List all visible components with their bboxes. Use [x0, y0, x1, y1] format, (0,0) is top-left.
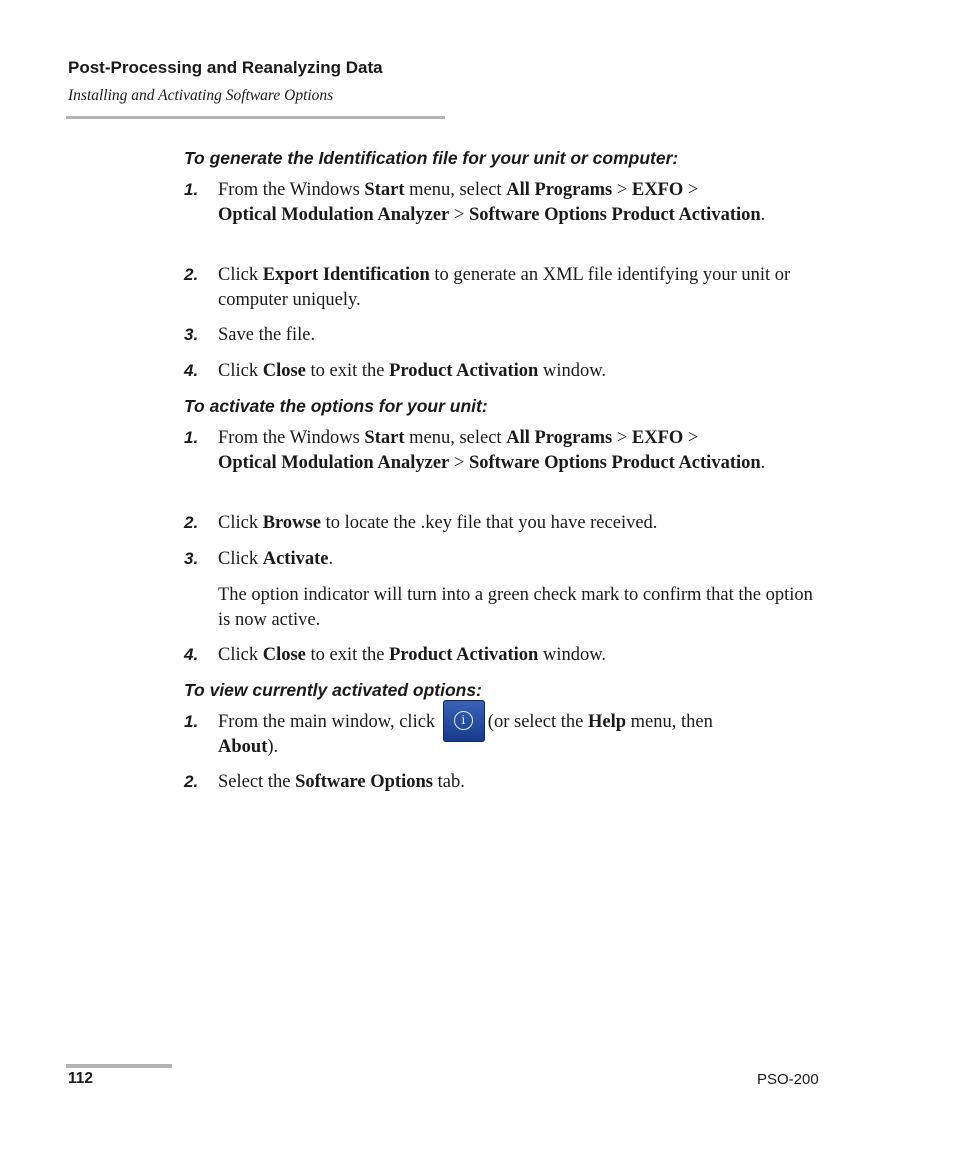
step-2-activate: 2. Click Browse to locate the .key file that you have received. [184, 511, 824, 536]
step-number: 2. [184, 265, 199, 284]
step-number: 2. [184, 513, 199, 532]
step-3-activate: 3. Click Activate. [184, 547, 824, 572]
page-number: 112 [68, 1070, 94, 1087]
header-rule [66, 116, 445, 119]
step-1-activate: 1. From the Windows Start menu, select All Programs > EXFO > Optical Modulation Analyzer > Software Options Product Activation. [184, 428, 766, 473]
procedure-heading-view: To view currently activated options: [184, 680, 482, 700]
document-id: PSO-200 [757, 1071, 819, 1088]
procedure-heading-activate: To activate the options for your unit: [184, 396, 488, 416]
step-note: The option indicator will turn into a green check mark to confirm that the option is now active. [218, 585, 813, 630]
info-icon[interactable]: i [443, 700, 485, 742]
footer-rule [66, 1064, 172, 1068]
step-2-generate: 2. Click Export Identification to generate an XML file identifying your unit or computer uniquely. [184, 265, 791, 310]
step-1-view: 1. From the main window, click i (or select the Help menu, then About). [184, 710, 824, 759]
step-1-generate: 1. From the Windows Start menu, select All Programs > EXFO > Optical Modulation Analyzer > Software Options Product Activation. [184, 180, 766, 225]
step-4-activate: 4. Click Close to exit the Product Activation window. [184, 643, 824, 668]
procedure-heading-generate-id: To generate the Identification file for your unit or computer: [184, 148, 679, 168]
step-number: 4. [184, 645, 199, 664]
step-number: 4. [184, 361, 199, 380]
step-number: 1. [184, 428, 199, 447]
step-number: 2. [184, 772, 199, 791]
step-2-view: 2. Select the Software Options tab. [184, 770, 824, 795]
running-header-title: Post-Processing and Reanalyzing Data [68, 58, 383, 77]
step-number: 3. [184, 325, 199, 344]
step-number: 3. [184, 549, 199, 568]
step-3-generate: 3. Save the file. [184, 323, 824, 348]
step-number: 1. [184, 180, 199, 199]
step-4-generate: 4. Click Close to exit the Product Activation window. [184, 359, 824, 384]
step-number: 1. [184, 712, 199, 731]
running-header-subtitle: Installing and Activating Software Options [68, 87, 334, 104]
